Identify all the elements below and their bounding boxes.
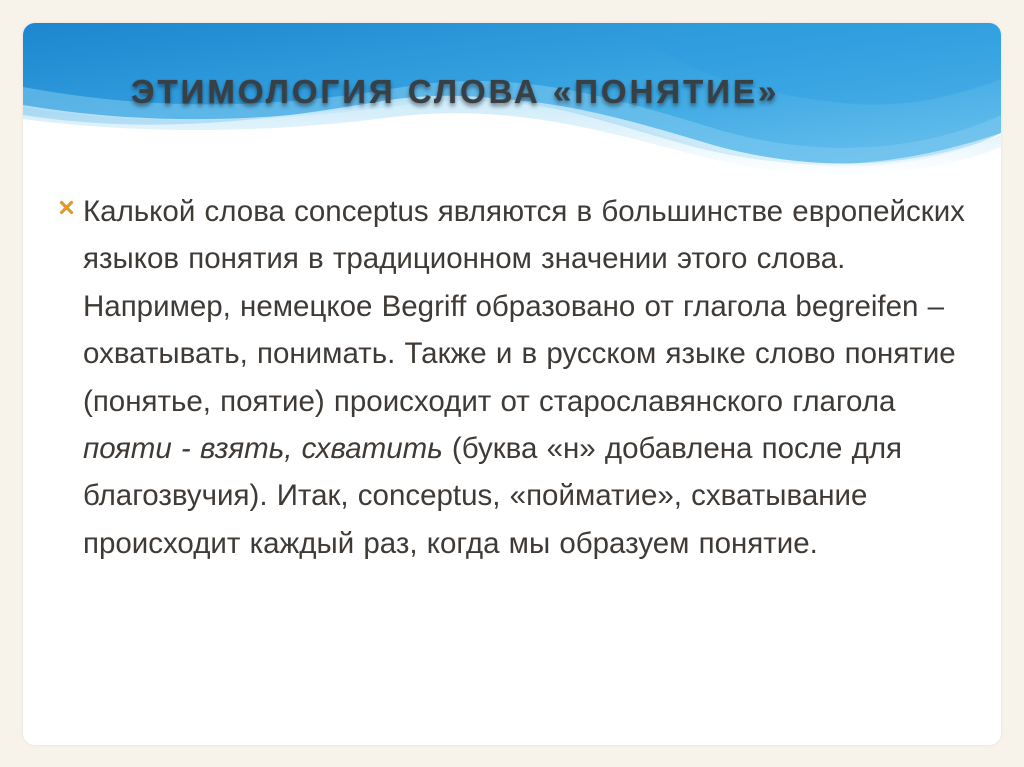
x-mark-icon [59,200,74,215]
slide [23,23,1001,745]
bullet-item [59,188,969,567]
bullet-text [83,188,969,567]
slide-content [59,188,969,567]
paragraph-text-italic: пояти - взять, схватить [83,432,443,466]
slide-title: ЭТИМОЛОГИЯ СЛОВА «ПОНЯТИЕ» [131,73,780,110]
paragraph-text-part2: (буква «н» добавлена после для благозвучия). Итак, conceptus, «пойматие», схватывание происходит каждый раз, когда мы образуем понятие. [83,432,903,560]
paragraph-text-part1: Калькой слова conceptus являются в большинстве европейских языков понятия в традиционном значении этого слова. Например, немецкое Begriff образовано от глагола begreifen – охватывать, понимать. Также и в русском языке слово понятие (понятье, поятие) происходит от старославянского глагола [83,195,965,418]
